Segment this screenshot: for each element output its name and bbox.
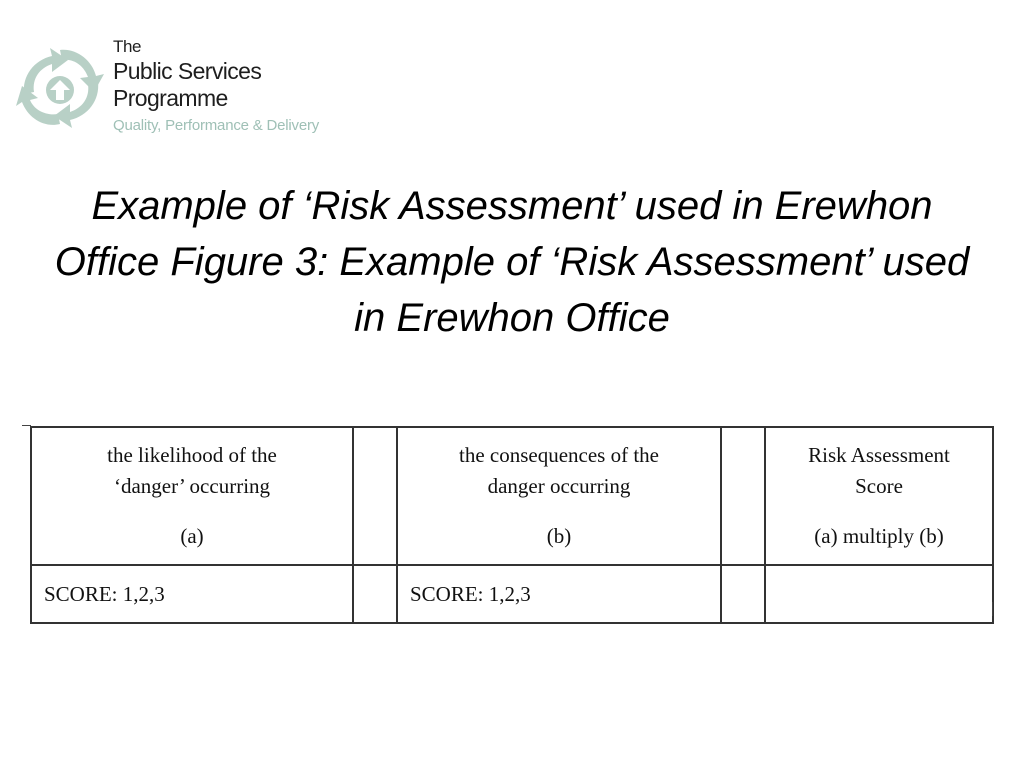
- subheader-b: (b): [397, 508, 721, 565]
- logo-line-the: The: [113, 37, 142, 56]
- table-subheader-row: [31, 508, 993, 565]
- subheader-a: (a): [31, 508, 353, 565]
- logo-text: [113, 36, 319, 135]
- logo-line-public-services: Public Services: [113, 58, 262, 84]
- header-spacer-2: [721, 427, 765, 508]
- header-consequences: the consequences of the danger occurring: [397, 427, 721, 508]
- score-spacer-2: [721, 565, 765, 623]
- table-header-row: [31, 427, 993, 508]
- header-risk-score: Risk Assessment Score: [765, 427, 993, 508]
- risk-assessment-table: [30, 426, 994, 624]
- header-spacer-1: [353, 427, 397, 508]
- header-likelihood: the likelihood of the ‘danger’ occurring: [31, 427, 353, 508]
- subheader-spacer-1: [353, 508, 397, 565]
- score-consequences: SCORE: 1,2,3: [397, 565, 721, 623]
- slide-title: Example of ‘Risk Assessment’ used in Erewhon Office Figure 3: Example of ‘Risk Assessment’ used in Erewhon Office: [54, 184, 970, 340]
- logo-arrows-icon: [14, 46, 104, 130]
- subheader-spacer-2: [721, 508, 765, 565]
- table-corner-mark-bottom: [992, 602, 993, 616]
- logo-tagline: Quality, Performance & Delivery: [113, 117, 320, 134]
- logo-line-programme: Programme: [113, 85, 228, 111]
- subheader-a-multiply-b: (a) multiply (b): [765, 508, 993, 565]
- score-spacer-1: [353, 565, 397, 623]
- score-likelihood: SCORE: 1,2,3: [31, 565, 353, 623]
- table-score-row: [31, 565, 993, 623]
- programme-logo: [14, 36, 374, 146]
- score-result: [765, 565, 993, 623]
